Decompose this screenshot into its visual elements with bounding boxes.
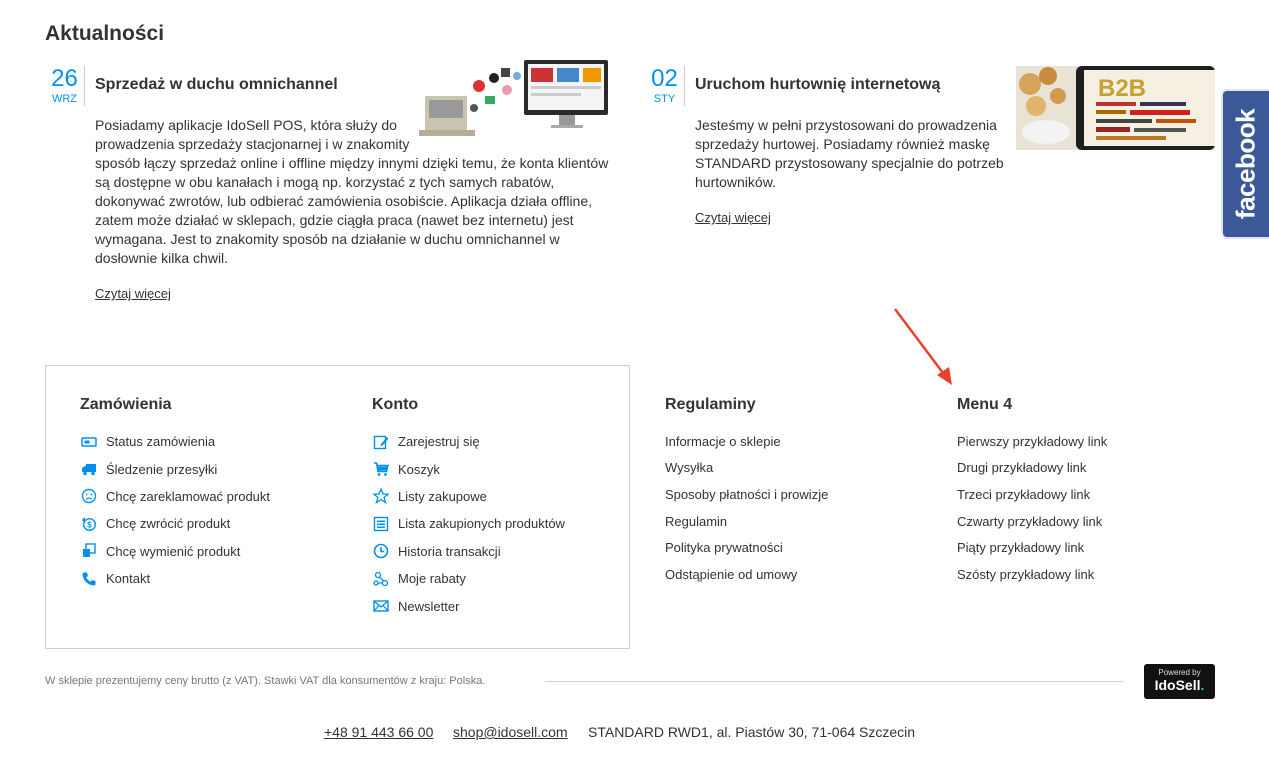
annotation-arrow — [890, 305, 960, 390]
exchange-icon — [80, 543, 98, 559]
footer-link-newsletter[interactable] — [372, 592, 565, 619]
news-date-day: 26 — [51, 65, 78, 92]
footer-column-account — [372, 396, 565, 620]
news-title[interactable]: Sprzedaż w duchu omnichannel — [95, 76, 338, 93]
envelope-icon — [372, 598, 390, 614]
footer-link-example-6[interactable]: Szósty przykładowy link — [957, 566, 1095, 582]
footer-column-title: Regulaminy — [665, 396, 756, 413]
read-more-link[interactable]: Czytaj więcej — [95, 286, 171, 301]
idosell-logo: IdoSell. — [1154, 677, 1205, 693]
footer-link-label: Listy zakupowe — [398, 488, 487, 504]
footer-column-orders — [80, 396, 270, 592]
news-date-month: WRZ — [51, 93, 78, 105]
footer-link-example-4[interactable]: Czwarty przykładowy link — [957, 513, 1103, 529]
footer-column-menu4 — [957, 396, 1107, 588]
read-more-link[interactable]: Czytaj więcej — [695, 210, 771, 225]
truck-icon — [80, 461, 98, 477]
powered-by-idosell-badge[interactable] — [1144, 664, 1215, 699]
footer-link-label: Moje rabaty — [398, 571, 466, 587]
facebook-side-tab[interactable] — [1221, 89, 1269, 239]
footer-link-payments[interactable]: Sposoby płatności i prowizje — [665, 486, 829, 502]
return-money-icon — [80, 516, 98, 532]
footer-link-example-3[interactable]: Trzeci przykładowy link — [957, 486, 1091, 502]
cart-icon — [372, 461, 390, 477]
footer-column-regulations — [665, 396, 828, 588]
news-date — [45, 66, 85, 106]
footer-link-shopping-lists[interactable] — [372, 483, 565, 510]
sad-face-icon — [80, 488, 98, 504]
footer-link-label: Historia transakcji — [398, 543, 501, 559]
footer-link-label: Chcę zareklamować produkt — [106, 488, 271, 504]
news-section-title: Aktualności — [45, 22, 165, 45]
contact-phone-link[interactable]: +48 91 443 66 00 — [324, 724, 434, 740]
footer-link-example-2[interactable]: Drugi przykładowy link — [957, 460, 1087, 476]
b2b-image-text: B2B — [1098, 75, 1147, 102]
register-icon — [372, 434, 390, 450]
news-date — [645, 66, 685, 106]
phone-icon — [80, 571, 98, 587]
contact-email-link[interactable]: shop@idosell.com — [453, 724, 568, 740]
facebook-label: facebook — [1230, 108, 1261, 220]
footer-link-privacy[interactable]: Polityka prywatności — [665, 540, 783, 556]
footer-link-label: Lista zakupionych produktów — [398, 516, 565, 532]
footer-link-label: Status zamówienia — [106, 434, 216, 450]
status-icon — [80, 434, 98, 450]
vat-note: W sklepie prezentujemy ceny brutto (z VAT). Stawki VAT dla konsumentów z kraju: Polska. — [45, 675, 486, 687]
clock-icon — [372, 543, 390, 559]
footer-link-order-status[interactable] — [80, 428, 270, 455]
news-text: Jesteśmy w pełni przystosowani do prowadzenia sprzedaży hurtowej. Posiadamy również maskę STANDARD przystosowany specjalnie do potrzeb hurtowników. — [695, 117, 1004, 190]
news-date-month: STY — [653, 93, 676, 105]
news-image-omnichannel[interactable] — [419, 56, 615, 140]
footer-link-example-1[interactable]: Pierwszy przykładowy link — [957, 433, 1108, 449]
powered-by-label: Powered by — [1158, 668, 1201, 677]
footer-link-cart[interactable] — [372, 455, 565, 482]
footer-column-title: Zamówienia — [80, 396, 172, 413]
footer-link-terms[interactable]: Regulamin — [665, 513, 728, 529]
footer-link-shipping[interactable]: Wysyłka — [665, 460, 714, 476]
contact-address: STANDARD RWD1, al. Piastów 30, 71-064 Szczecin — [588, 724, 916, 740]
footer-link-transaction-history[interactable] — [372, 538, 565, 565]
footer-link-label: Chcę wymienić produkt — [106, 543, 241, 559]
footer-column-title: Menu 4 — [957, 396, 1013, 413]
footer-link-store-info[interactable]: Informacje o sklepie — [665, 433, 781, 449]
footer-link-purchased-list[interactable] — [372, 510, 565, 537]
divider — [545, 681, 1124, 682]
svg-text:$: $ — [87, 520, 92, 530]
footer-link-contact[interactable] — [80, 565, 270, 592]
footer-link-withdrawal[interactable]: Odstąpienie od umowy — [665, 566, 798, 582]
footer-link-label: Śledzenie przesyłki — [106, 461, 218, 477]
news-image-b2b[interactable] — [1016, 66, 1215, 150]
footer-link-return[interactable] — [80, 510, 270, 537]
footer-link-label: Koszyk — [398, 461, 440, 477]
footer-link-register[interactable] — [372, 428, 565, 455]
discount-icon — [372, 571, 390, 587]
news-text: Posiadamy aplikacje IdoSell POS, która służy do prowadzenia sprzedaży stacjonarnej i w znakomity sposób łączy sprzedaż online i offline między innymi dzięki temu, że konta klientów są dostępne w obu kanałach i mogą np. korzystać z tych samych rabatów, dokonywać zwrotów, lub odbierać zamówienia osobiście. Aplikacja działa offline, zatem może działać w sklepach, gdzie ciągła praca (nawet bez internetu) jest wymagana. Jest to znakomity sposób na działanie w duchu omnichannel w dosłownie kilka chwil. — [95, 117, 609, 266]
footer-column-title: Konto — [372, 396, 419, 413]
star-icon — [372, 488, 390, 504]
footer-link-label: Newsletter — [398, 598, 460, 614]
footer-link-discounts[interactable] — [372, 565, 565, 592]
footer-link-label: Kontakt — [106, 571, 151, 587]
footer-link-tracking[interactable] — [80, 455, 270, 482]
news-title[interactable]: Uruchom hurtownię internetową — [695, 76, 941, 93]
footer-link-example-5[interactable]: Piąty przykładowy link — [957, 540, 1085, 556]
footer-link-complaint[interactable] — [80, 483, 270, 510]
footer-link-label: Chcę zwrócić produkt — [106, 516, 231, 532]
list-icon — [372, 516, 390, 532]
footer-link-exchange[interactable] — [80, 538, 270, 565]
news-date-day: 02 — [651, 65, 678, 92]
footer-link-label: Zarejestruj się — [398, 434, 480, 450]
